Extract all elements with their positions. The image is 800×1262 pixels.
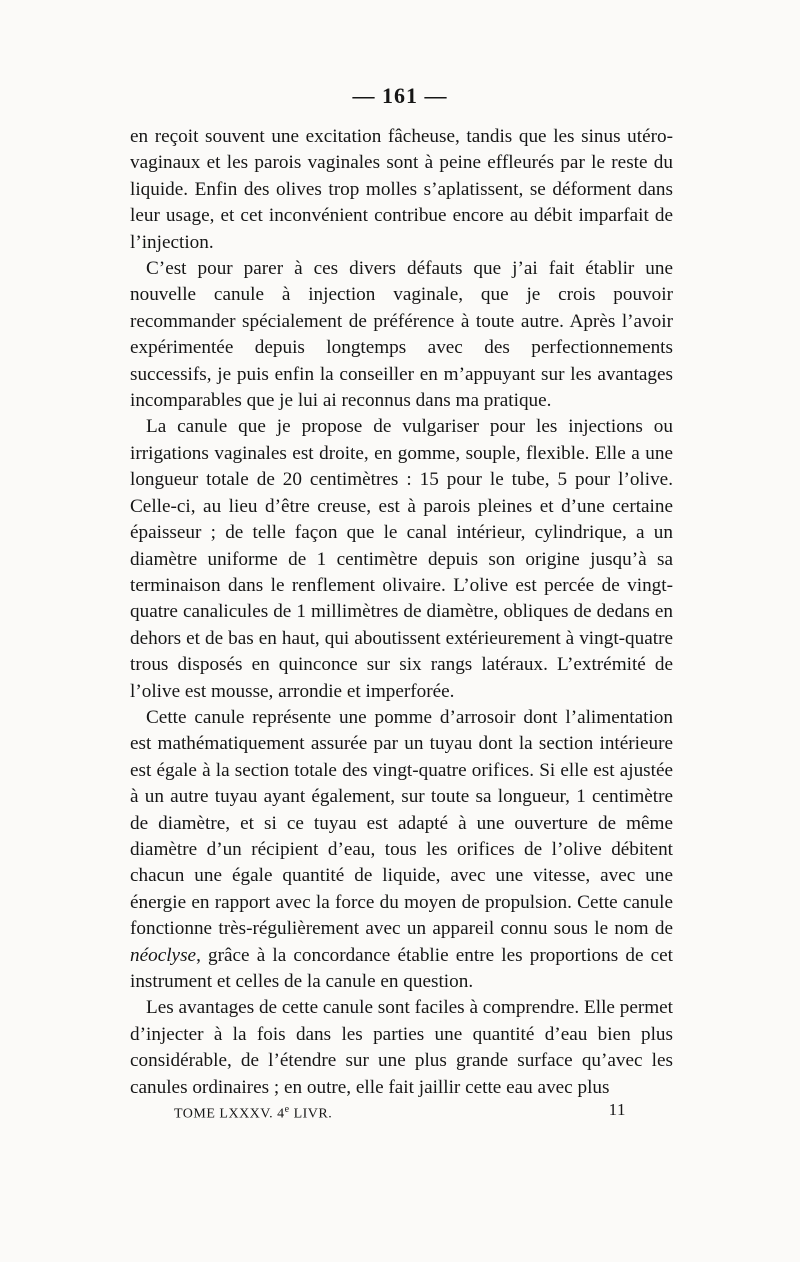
volume-signature [174,1099,332,1126]
paragraph-3: La canule que je propose de vulgariser pour les injections ou irrigations vaginales est droite, en gomme, souple, flexible. Elle a une longueur totale de 20 centimètres : 15 pour le tube, 5 pour l’olive. Celle-ci, au lieu d’être creuse, est à parois pleines et d’une certaine épaisseur ; de telle façon que le canal intérieur, cylindrique, a un diamètre uniforme de 1 centimètre depuis son origine jusqu’à sa terminaison dans le renflement olivaire. L’olive est percée de vingt-quatre canalicules de 1 millimètres de diamètre, obliques de dedans en dehors et de bas en haut, qui aboutissent extérieurement à vingt-quatre trous disposés en quinconce sur six rangs latéraux. L’extrémité de l’olive est mousse, arrondie et imperforée. [130,416,673,702]
paragraph-5: Les avantages de cette canule sont faciles à comprendre. Elle permet d’injecter à la fois dans les parties une quantité d’eau bien plus considérable, de l’étendre sur une plus grande surface qu’avec les canules ordinaires ; en outre, elle fait jaillir cette eau avec plus [130,997,673,1098]
volume-signature-suffix: LIVR. [289,1106,333,1122]
page-footer [174,1099,626,1121]
paragraph-4-text-after: , grâce à la concordance établie entre les proportions de cet instrument et celles de la canule en question. [130,944,673,992]
paragraph-4 [130,705,673,995]
paragraph-4-emphasis: néoclyse [130,944,197,966]
paragraph-2: C’est pour parer à ces divers défauts que j’ai fait établir une nouvelle canule à injection vaginale, que je crois pouvoir recommander spécialement de préférence à toute autre. Après l’avoir expérimentée depuis longtemps avec des perfectionnements successifs, je puis enfin la conseiller en m’appuyant sur les avantages incomparables que je lui ai reconnus dans ma pratique. [130,258,673,412]
volume-signature-sup: e [284,1104,290,1115]
page-number: — 161 — [352,83,448,108]
paragraph-4-text-before: Cette canule représente une pomme d’arrosoir dont l’alimentation est mathématiquement assurée par un tuyau dont la section intérieure est égale à la section totale des vingt-quatre orifices. Si elle est ajustée à un autre tuyau ayant également, sur toute sa longueur, 1 centimètre de diamètre, et si ce tuyau est adapté à une ouverture de même diamètre d’un récipient d’eau, tous les orifices de l’olive débitent chacun une égale quantité de liquide, avec une vitesse, avec une énergie en rapport avec la force du moyen de propulsion. Cette canule fonctionne très-régulièrement avec un appareil connu sous le nom de [130,706,673,940]
gathering-number: 11 [608,1100,626,1119]
body-text [130,124,673,1101]
paragraph-1: en reçoit souvent une excitation fâcheuse, tandis que les sinus utéro-vaginaux et les parois vaginales sont à peine effleurés par le reste du liquide. Enfin des olives trop molles s’aplatissent, se déforment dans leur usage, et cet inconvénient contribue encore au débit imparfait de l’injection. [130,126,673,253]
volume-signature-text: TOME LXXXV. 4 [174,1106,285,1122]
